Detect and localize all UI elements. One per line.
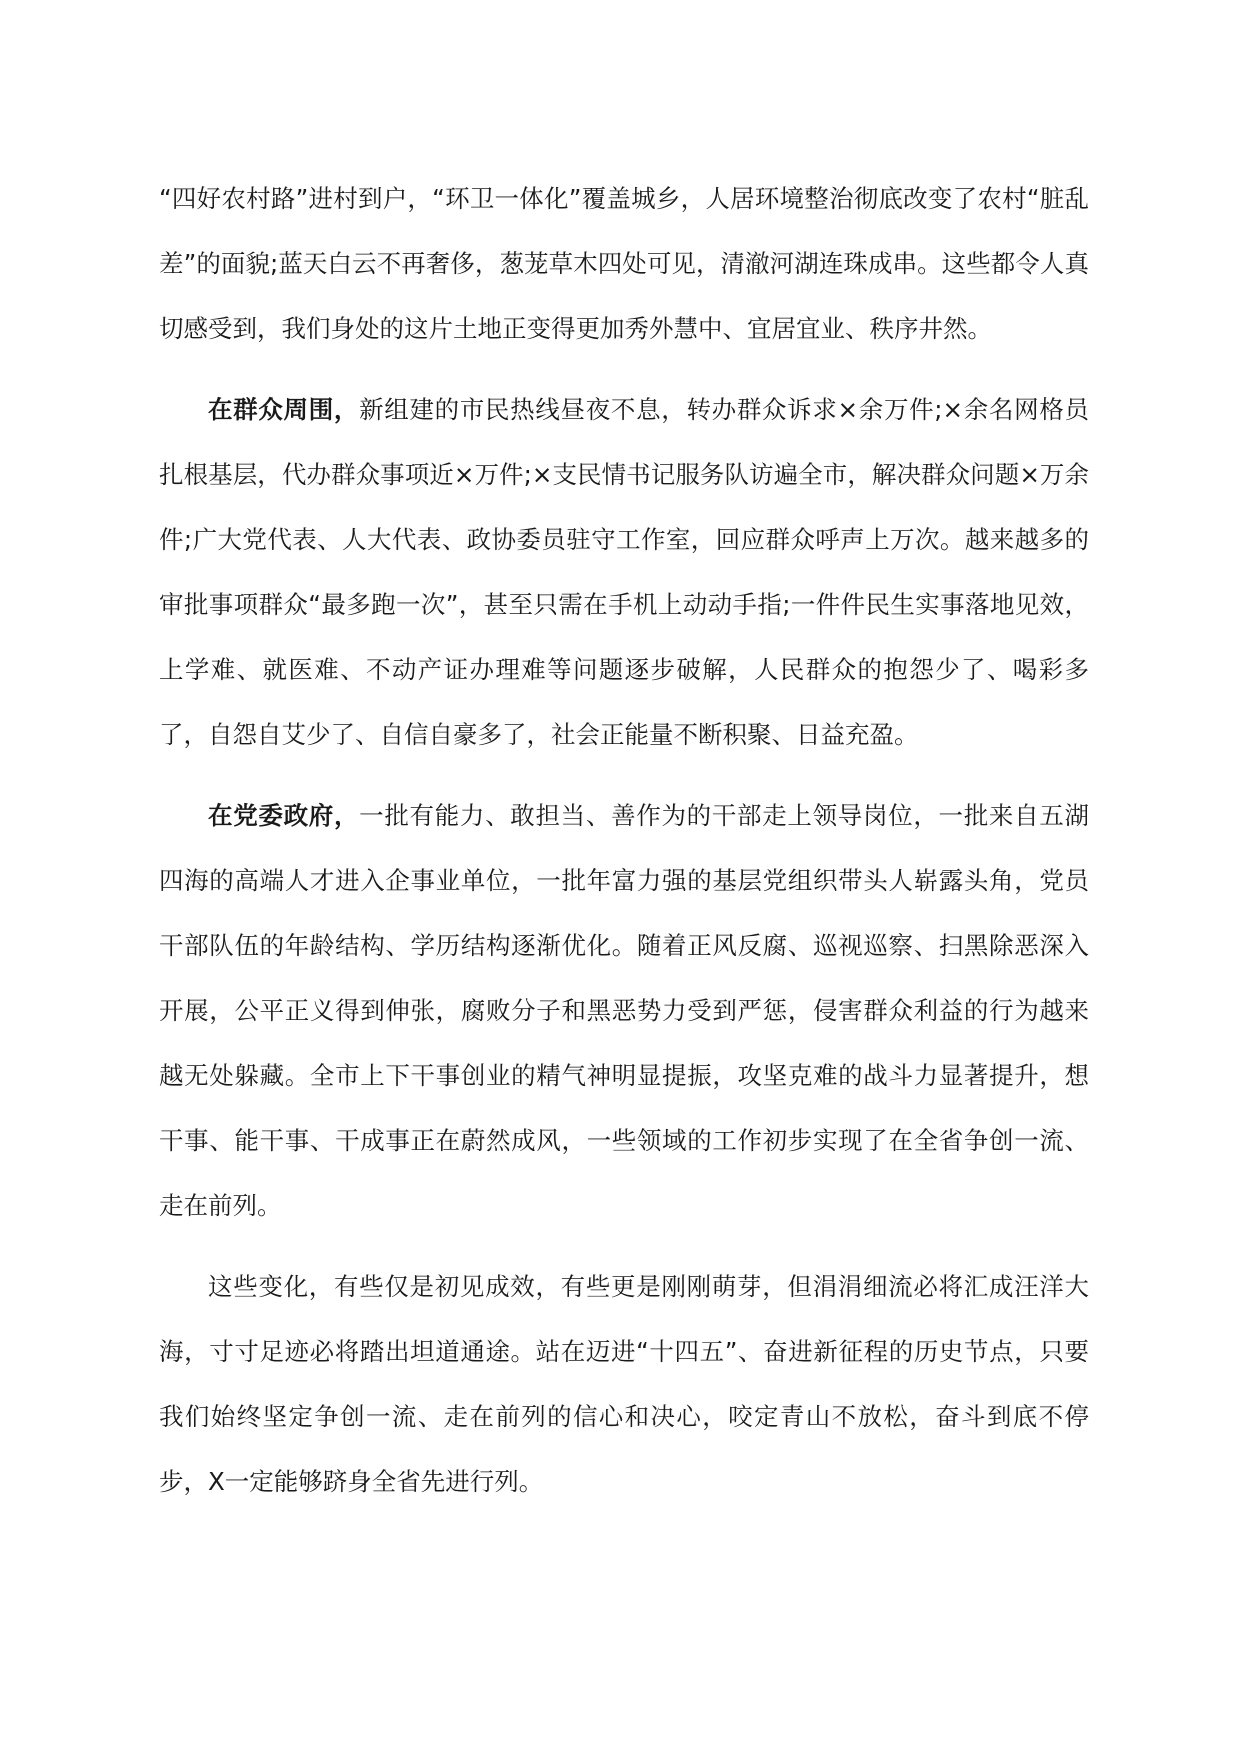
document-page [159,166,1089,1530]
paragraph-body: 新组建的市民热线昼夜不息，转办群众诉求×余万件;×余名网格员扎根基层，代办群众事项近×万件;×支民情书记服务队访遍全市，解决群众问题×万余件;广大党代表、人大代表、政协委员驻守工作室，回应群众呼声上万次。越来越多的审批事项群众“最多跑一次”，甚至只需在手机上动动手指;一件件民生实事落地见效，上学难、就医难、不动产证办理难等问题逐步破解，人民群众的抱怨少了、喝彩多了，自怨自艾少了、自信自豪多了，社会正能量不断积聚、日益充盈。 [159,395,1089,749]
paragraph-lead-heading: 在党委政府， [208,801,360,830]
paragraph-body: “四好农村路”进村到户，“环卫一体化”覆盖城乡，人居环境整治彻底改变了农村“脏乱差”的面貌;蓝天白云不再奢侈，葱茏草木四处可见，清澈河湖连珠成串。这些都令人真切感受到，我们身处的这片土地正变得更加秀外慧中、宜居宜业、秩序井然。 [159,184,1089,343]
paragraph-environment [159,166,1089,361]
paragraph-lead-heading: 在群众周围， [208,395,360,424]
paragraph-masses [159,377,1089,767]
paragraph-conclusion [159,1254,1089,1514]
paragraph-body: 一批有能力、敢担当、善作为的干部走上领导岗位，一批来自五湖四海的高端人才进入企事业单位，一批年富力强的基层党组织带头人崭露头角，党员干部队伍的年龄结构、学历结构逐渐优化。随着正风反腐、巡视巡察、扫黑除恶深入开展，公平正义得到伸张，腐败分子和黑恶势力受到严惩，侵害群众利益的行为越来越无处躲藏。全市上下干事创业的精气神明显提振，攻坚克难的战斗力显著提升，想干事、能干事、干成事正在蔚然成风，一些领域的工作初步实现了在全省争创一流、走在前列。 [159,801,1090,1220]
paragraph-body: 这些变化，有些仅是初见成效，有些更是刚刚萌芽，但涓涓细流必将汇成汪洋大海，寸寸足迹必将踏出坦道通途。站在迈进“十四五”、奋进新征程的历史节点，只要我们始终坚定争创一流、走在前列的信心和决心，咬定青山不放松，奋斗到底不停步，X一定能够跻身全省先进行列。 [159,1272,1089,1496]
paragraph-party-government [159,783,1089,1238]
